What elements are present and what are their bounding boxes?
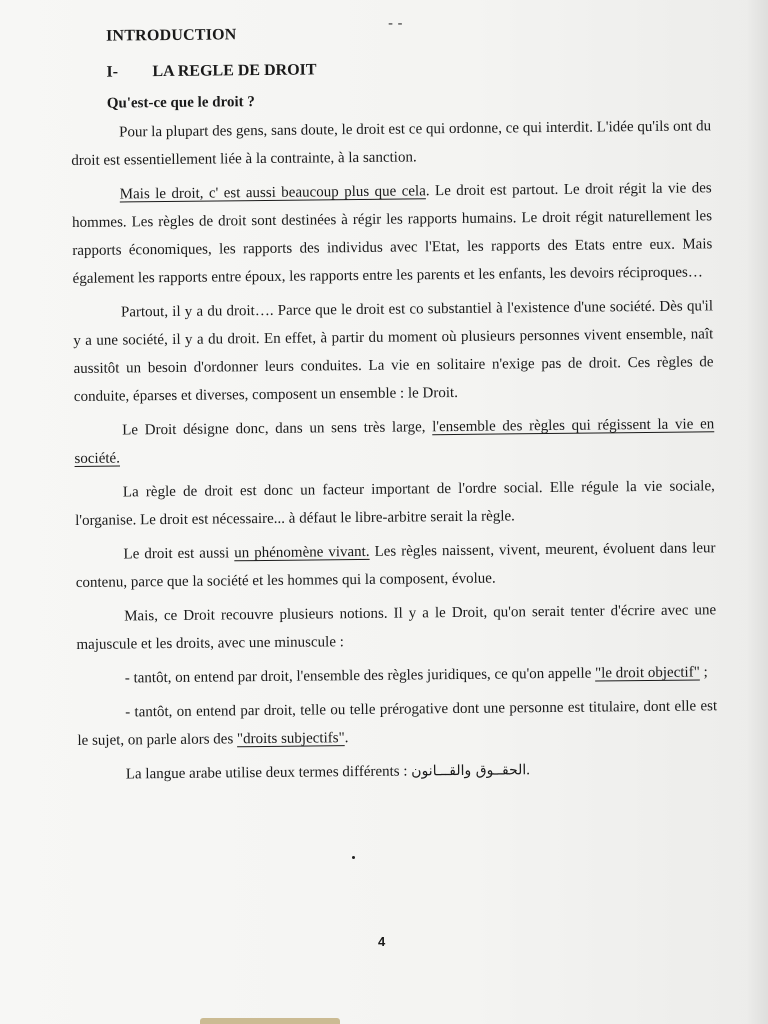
- paragraph-7-text: Mais, ce Droit recouvre plusieurs notions. Il y a le Droit, qu'on serait tenter d'écrire avec une majuscule et les droits, avec une minuscule :: [76, 602, 717, 653]
- heading-question: Qu'est-ce que le droit ?: [106, 94, 255, 112]
- paragraph-10-text-a: La langue arabe utilise deux termes différents :: [125, 763, 412, 783]
- paragraph-5-text: La règle de droit est donc un facteur important de l'ordre social. Elle régule la vie sociale, l'organise. Le droit est nécessaire... à défaut le libre-arbitre serait la règle.: [75, 478, 715, 529]
- paragraph-8-text-b: ;: [699, 664, 708, 681]
- paragraph-8-underlined: "le droit objectif": [594, 664, 700, 682]
- page-edge-shadow: [746, 0, 768, 1024]
- page-bottom-edge: [200, 1018, 340, 1024]
- section-number: I-: [106, 63, 119, 81]
- page-number: 4: [378, 934, 386, 949]
- paragraph-9-underlined: "droits subjectifs": [236, 730, 345, 748]
- paragraph-6-underlined: un phénomène vivant.: [234, 543, 370, 562]
- paragraph-7: [76, 596, 717, 659]
- paragraph-4: [74, 410, 715, 473]
- paragraph-2: [72, 174, 713, 293]
- paragraph-4-text: Le Droit désigne donc, dans un sens très large,: [122, 419, 433, 439]
- paragraph-9: [77, 692, 718, 755]
- paragraph-6: [75, 534, 716, 597]
- paragraph-9-text-b: .: [344, 730, 349, 747]
- paragraph-6-text-b: Les règles naissent, vivent, meurent, évoluent dans leur contenu, parce que la société et les hommes qui la composent, évolue.: [75, 540, 716, 591]
- paragraph-2-underlined: Mais le droit, c' est aussi beaucoup plus que cela: [119, 183, 426, 203]
- paragraph-3: [73, 292, 714, 411]
- paragraph-1: [71, 112, 712, 175]
- paragraph-10-text-b: .: [526, 762, 531, 779]
- paragraph-5: [75, 472, 716, 535]
- paragraph-9-text-a: - tantôt, on entend par droit, telle ou telle prérogative dont une personne est titulaire, dont elle est le sujet, on parle alors des: [77, 698, 718, 749]
- section-title: LA REGLE DE DROIT: [152, 61, 317, 81]
- paragraph-6-text-a: Le droit est aussi: [123, 545, 235, 563]
- paragraph-10: [78, 754, 718, 789]
- paragraph-2-text: . Le droit est partout. Le droit régit la vie des hommes. Les règles de droit sont destinées à régir les rapports humains. Le droit régit naturellement les rapports économiques, les rapports des individus avec l'Etat, les rapports des Etats entre eux. Mais également les rapports entre époux, les rapports entre les parents et les enfants, les devoirs réciproques…: [71, 180, 713, 287]
- paragraph-8-text-a: - tantôt, on entend par droit, l'ensemble des règles juridiques, ce qu'on appelle: [124, 665, 596, 687]
- paragraph-8: [77, 658, 717, 693]
- paragraph-3-text: Partout, il y a du droit…. Parce que le droit est co substantiel à l'existence d'une société. Dès qu'il y a une société, il y a du droit. En effet, à partir du moment où plusieurs personnes vivent ensemble, naît aussitôt un besoin d'ordonner leurs conduites. La vie en solitaire n'exige pas de droit. Ces règles de conduite, éparses et diverses, composent un ensemble : le Droit.: [73, 298, 714, 405]
- top-mark: - -: [388, 16, 403, 32]
- paragraph-10-arabic: الحقــوق والقـــانون: [411, 762, 527, 780]
- paragraph-4-underlined: l'ensemble des règles qui régissent la vie en société.: [74, 416, 715, 467]
- speck-mark: [352, 856, 355, 859]
- heading-section: [106, 57, 710, 81]
- document-body: [70, 21, 718, 789]
- heading-introduction: INTRODUCTION: [105, 26, 237, 45]
- paragraph-1-text: Pour la plupart des gens, sans doute, le droit est ce qui ordonne, ce qui interdit. L'idée qu'ils ont du droit est essentiellement liée à la contrainte, à la sanction.: [71, 118, 712, 169]
